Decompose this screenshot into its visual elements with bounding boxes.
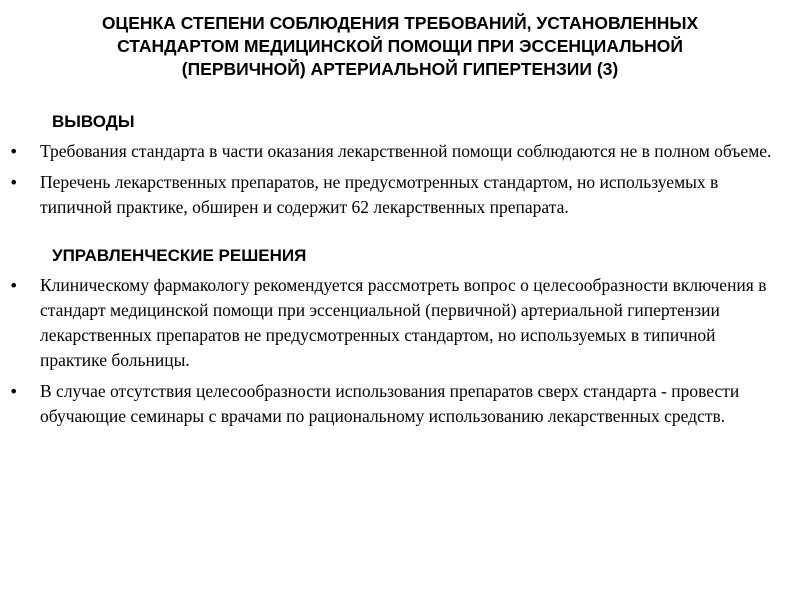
bullet-icon: •: [9, 173, 19, 192]
list-item-text: Клиническому фармакологу рекомендуется рассмотреть вопрос о целесообразности включения в стандарт медицинской помощи при эссенциальной (первичной) артериальной гипертензии лекарственных препаратов не предусмотренных стандартом, но используемых в типичной практике больницы.: [40, 275, 767, 370]
list-item-text: Требования стандарта в части оказания лекарственной помощи соблюдаются не в полном объеме.: [40, 141, 772, 161]
list-item-text: В случае отсутствия целесообразности использования препаратов сверх стандарта - провести обучающие семинары с врачами по рациональному использованию лекарственных средств.: [40, 381, 740, 426]
bullet-icon: •: [9, 382, 19, 401]
list-item: [0, 139, 800, 164]
decisions-list: [0, 273, 800, 429]
title-line-3: (ПЕРВИЧНОЙ) АРТЕРИАЛЬНОЙ ГИПЕРТЕНЗИИ (3): [181, 59, 619, 79]
title-line-2: СТАНДАРТОМ МЕДИЦИНСКОЙ ПОМОЩИ ПРИ ЭССЕНЦИАЛЬНОЙ: [117, 36, 683, 56]
conclusions-section: [0, 110, 800, 220]
list-item: [0, 379, 800, 429]
bullet-icon: •: [9, 142, 19, 161]
list-item: [0, 170, 800, 220]
slide-title: [30, 12, 770, 81]
decisions-section: [0, 244, 800, 429]
list-item: [0, 273, 800, 373]
bullet-icon: •: [9, 276, 19, 295]
title-line-1: ОЦЕНКА СТЕПЕНИ СОБЛЮДЕНИЯ ТРЕБОВАНИЙ, УСТАНОВЛЕННЫХ: [101, 13, 699, 33]
conclusions-list: [0, 139, 800, 220]
slide-body: [0, 110, 800, 453]
list-item-text: Перечень лекарственных препаратов, не предусмотренных стандартом, но используемых в типичной практике, обширен и содержит 62 лекарственных препарата.: [40, 172, 719, 217]
conclusions-heading: ВЫВОДЫ: [52, 112, 135, 131]
decisions-heading: УПРАВЛЕНЧЕСКИЕ РЕШЕНИЯ: [52, 246, 307, 265]
